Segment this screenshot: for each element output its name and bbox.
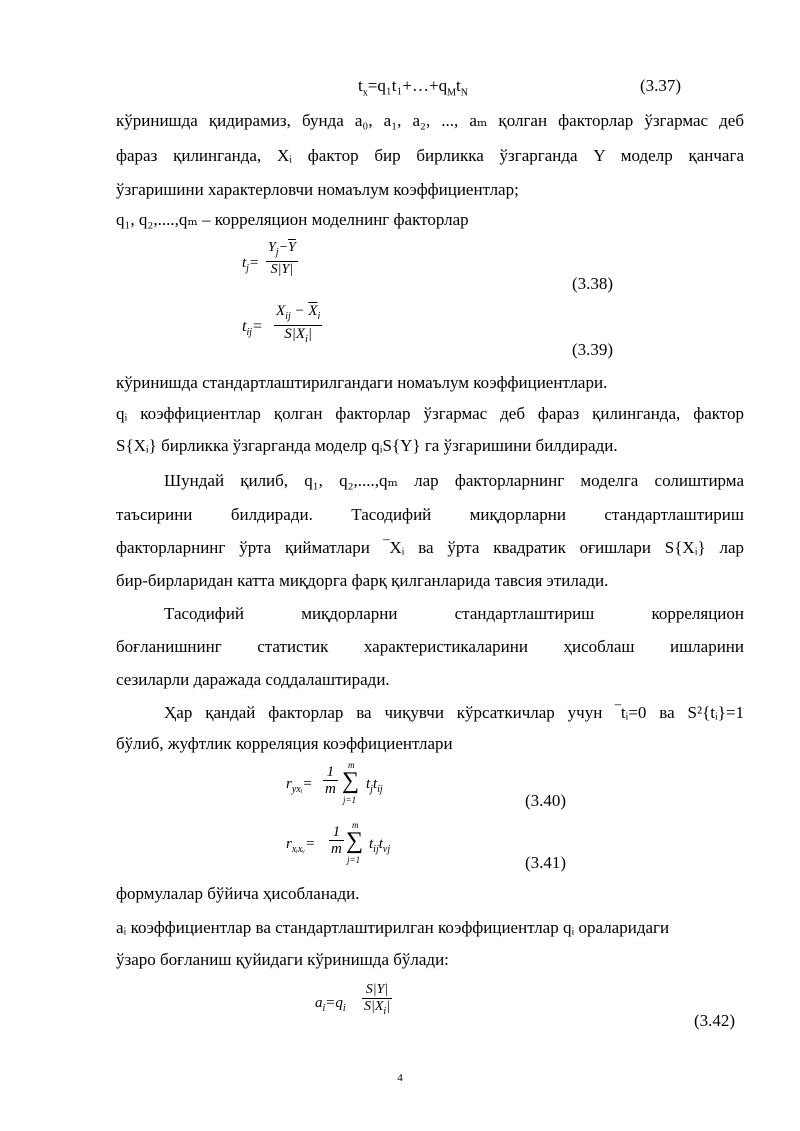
- page-number: 4: [397, 1072, 403, 1084]
- paragraph-line: Тасодифий миқдорларни стандартлаштириш корреляцион: [164, 604, 744, 623]
- paragraph-line: формулалар бўйича ҳисобланади.: [116, 884, 360, 903]
- paragraph-line: aᵢ коэффициентлар ва стандартлаштирилган коэффициентлар qᵢ ораларидаги: [116, 918, 670, 937]
- equation-3-37: $t_x=q_1t_1+\dots+q_Mt_N$: [358, 76, 468, 99]
- paragraph-line: факторларнинг ўрта қийматлари ‾Xᵢ ва ўрта квадратик оғишлари S{Xᵢ} лар: [116, 538, 744, 557]
- paragraph-line: S{Xᵢ} бирликка ўзгарганда моделр qᵢS{Y} га ўзгаришини билдиради.: [116, 436, 618, 455]
- paragraph-line: q₁, q₂,....,qₘ – корреляцион моделнинг факторлар: [116, 210, 469, 229]
- paragraph-line: кўринишда стандартлаштирилгандаги номаълум коэффициентлари.: [116, 373, 608, 392]
- equation-number-3-39: (3.39): [572, 340, 614, 359]
- paragraph-line: бўлиб, жуфтлик корреляция коэффициентлари: [116, 734, 453, 753]
- paragraph-line: фараз қилинганда, Xᵢ фактор бир бирликка ўзгарганда Y моделр қанчага: [116, 146, 744, 165]
- equation-number-3-41: (3.41): [525, 853, 567, 872]
- equation-number-3-38: (3.38): [572, 274, 614, 293]
- paragraph-line: ўзгаришини характерловчи номаълум коэффициентлар;: [116, 180, 519, 199]
- equation-number-3-40: (3.40): [525, 791, 567, 810]
- paragraph-line: таъсирини билдиради. Тасодифий миқдорларни стандартлаштириш: [116, 505, 744, 524]
- paragraph-line: Ҳар қандай факторлар ва чиқувчи кўрсаткичлар учун ‾tᵢ=0 ва S²{tᵢ}=1: [164, 703, 744, 722]
- paragraph-line: боғланишнинг статистик характеристикаларини ҳисоблаш ишларини: [116, 637, 744, 656]
- paragraph-line: Шундай қилиб, q₁, q₂,....,qₘ лар факторларнинг моделга солиштирма: [164, 471, 744, 490]
- paragraph-line: qᵢ коэффициентлар қолган факторлар ўзгармас деб фараз қилинганда, фактор: [116, 404, 744, 423]
- equation-number-3-37: (3.37): [640, 76, 682, 95]
- paragraph-line: бир-бирларидан катта миқдорга фарқ қилганларида тавсия этилади.: [116, 571, 609, 590]
- paragraph-line: сезиларли даражада соддалаштиради.: [116, 670, 390, 689]
- paragraph-line: кўринишда қидирамиз, бунда a₀, a₁, a₂, ..., aₘ қолган факторлар ўзгармас деб: [116, 111, 744, 130]
- paragraph-line: ўзаро боғланиш қуйидаги кўринишда бўлади:: [116, 950, 449, 969]
- equation-number-3-42: (3.42): [694, 1011, 736, 1030]
